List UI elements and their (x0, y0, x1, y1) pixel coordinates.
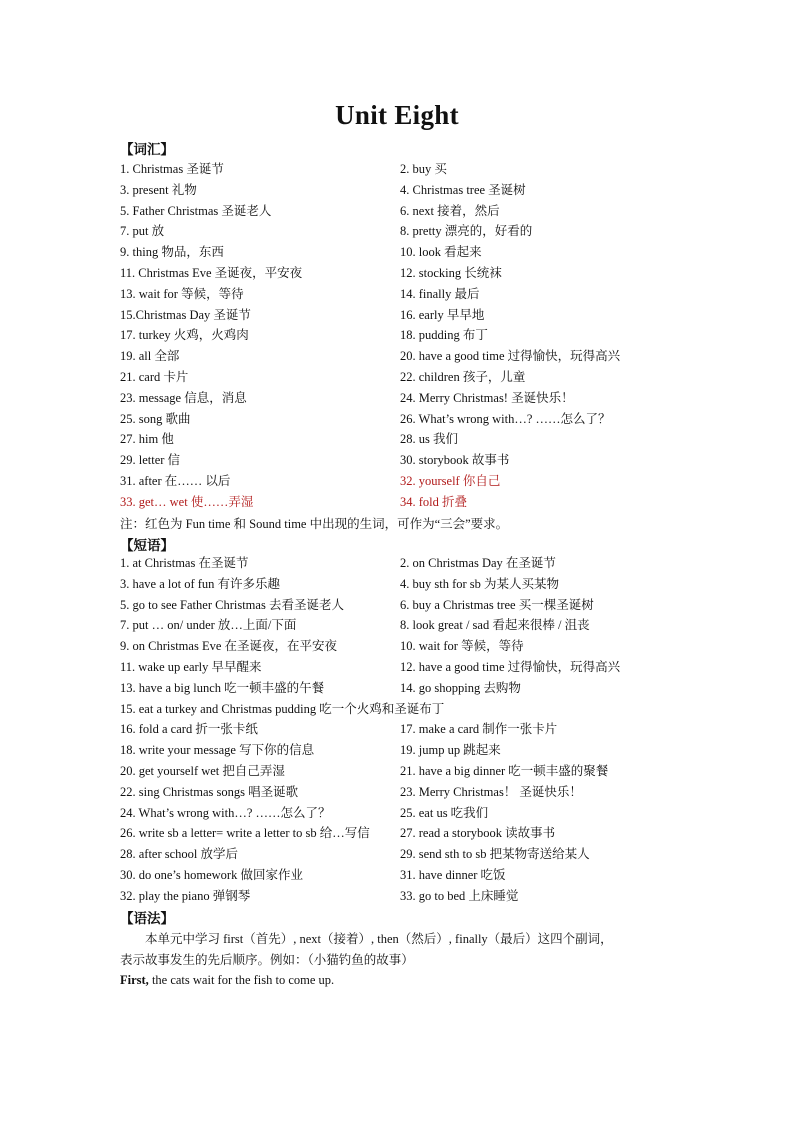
phrase-item: 2. on Christmas Day 在圣诞节 (400, 556, 556, 570)
phrase-item: 25. eat us 吃我们 (400, 805, 489, 820)
phrase-item-row (120, 553, 680, 574)
vocab-item-row (120, 409, 680, 430)
phrase-item: 14. go shopping 去购物 (400, 680, 521, 695)
vocab-item: 6. next 接着，然后 (400, 203, 500, 218)
phrase-item-row (120, 574, 680, 595)
vocab-item: 28. us 我们 (400, 432, 458, 447)
vocab-item: 7. put 放 (120, 224, 165, 239)
phrase-item: 4. buy sth for sb 为某人买某物 (400, 576, 560, 591)
grammar-line-1: 本单元中学习 first（首先）, next（接着）, then（然后）, finally（最后）这四个副词， (145, 932, 613, 946)
phrase-item: 3. have a lot of fun 有许多乐趣 (120, 576, 281, 591)
grammar-paragraph (120, 929, 680, 991)
vocab-item-row (120, 201, 680, 222)
vocab-item: 32. yourself 你自己 (400, 473, 501, 488)
phrase-item: 1. at Christmas 在圣诞节 (120, 556, 249, 570)
vocab-item-row (120, 346, 680, 367)
vocab-item: 22. children 孩子，儿童 (400, 369, 526, 384)
vocab-item: 23. message 信息，消息 (120, 390, 247, 405)
phrase-item: 26. write sb a letter= write a letter to sb 给…写信 (120, 826, 370, 841)
phrase-item: 24. What’s wrong with…? ……怎么了？ (120, 805, 331, 820)
vocab-item-row (120, 367, 680, 388)
vocab-item: 17. turkey 火鸡，火鸡肉 (120, 328, 249, 343)
grammar-line-2: 表示故事发生的先后顺序。例如：（小猫钓鱼的故事） (120, 952, 414, 967)
phrase-item: 11. wake up early 早早醒来 (120, 659, 262, 674)
vocab-list (120, 159, 680, 513)
vocab-item: 3. present 礼物 (120, 182, 197, 197)
vocab-item: 5. Father Christmas 圣诞老人 (120, 203, 272, 218)
vocab-item-row (120, 388, 680, 409)
vocab-item: 33. get… wet 使……弄湿 (120, 494, 254, 509)
phrase-item-row (120, 740, 680, 761)
vocab-item-row (120, 305, 680, 326)
phrase-item-row (120, 865, 680, 886)
page-title: Unit Eight (335, 100, 459, 130)
phrase-item: 29. send sth to sb 把某物寄送给某人 (400, 847, 590, 862)
phrase-item: 22. sing Christmas songs 唱圣诞歌 (120, 784, 299, 799)
note-text: 注：红色为 Fun time 和 Sound time 中出现的生词，可作为“三会”要求。 (120, 517, 509, 531)
phrase-item: 16. fold a card 折一张卡纸 (120, 722, 258, 737)
vocab-item: 31. after 在…… 以后 (120, 473, 231, 488)
phrase-item: 15. eat a turkey and Christmas pudding 吃一个火鸡和圣诞布丁 (120, 701, 445, 716)
vocab-item-row (120, 450, 680, 471)
vocab-item-row (120, 221, 680, 242)
phrase-item: 20. get yourself wet 把自己弄湿 (120, 763, 285, 778)
phrase-item-row (120, 782, 680, 803)
vocab-item-row (120, 471, 680, 492)
phrase-item: 23. Merry Christmas！ 圣诞快乐！ (400, 784, 582, 799)
phrase-item: 28. after school 放学后 (120, 847, 239, 862)
vocab-item: 1. Christmas 圣诞节 (120, 162, 224, 176)
phrase-item: 9. on Christmas Eve 在圣诞夜，在平安夜 (120, 639, 338, 654)
phrase-item: 21. have a big dinner 吃一顿丰盛的聚餐 (400, 763, 609, 778)
vocab-item: 34. fold 折叠 (400, 494, 468, 509)
phrase-item-row (120, 761, 680, 782)
vocab-item: 10. look 看起来 (400, 245, 482, 260)
phrase-item-row (120, 615, 680, 636)
phrase-item: 12. have a good time 过得愉快，玩得高兴 (400, 659, 621, 674)
phrase-item: 17. make a card 制作一张卡片 (400, 722, 558, 737)
grammar-example (120, 970, 680, 991)
vocab-item: 4. Christmas tree 圣诞树 (400, 182, 526, 197)
vocab-item: 9. thing 物品，东西 (120, 245, 224, 260)
vocab-item-row (120, 492, 680, 513)
phrase-item-row (120, 657, 680, 678)
phrase-item-row (120, 844, 680, 865)
vocab-item-row (120, 180, 680, 201)
phrase-item-row (120, 699, 680, 720)
phrase-item-row (120, 886, 680, 907)
phrase-list (120, 553, 680, 907)
vocab-item: 16. early 早早地 (400, 307, 485, 322)
phrase-item: 30. do one’s homework 做回家作业 (120, 867, 303, 882)
phrase-item: 31. have dinner 吃饭 (400, 867, 506, 882)
vocab-item: 29. letter 信 (120, 453, 181, 468)
vocab-item: 11. Christmas Eve 圣诞夜，平安夜 (120, 265, 303, 280)
vocab-item: 26. What’s wrong with…? ……怎么了？ (400, 411, 611, 426)
vocab-item: 2. buy 买 (400, 162, 447, 176)
section-heading-vocab: 【词汇】 (120, 142, 174, 157)
phrase-item: 8. look great / sad 看起来很棒 / 沮丧 (400, 618, 590, 633)
vocab-item: 14. finally 最后 (400, 286, 480, 301)
phrase-item-row (120, 595, 680, 616)
grammar-example-bold: First, (120, 973, 149, 987)
phrase-item: 5. go to see Father Christmas 去看圣诞老人 (120, 597, 344, 612)
vocab-item-row (120, 159, 680, 180)
phrase-item: 6. buy a Christmas tree 买一棵圣诞树 (400, 597, 594, 612)
phrase-item: 33. go to bed 上床睡觉 (400, 888, 519, 903)
vocab-item-row (120, 325, 680, 346)
phrase-item-row (120, 719, 680, 740)
vocab-item: 15.Christmas Day 圣诞节 (120, 307, 251, 322)
phrase-item: 13. have a big lunch 吃一顿丰盛的午餐 (120, 680, 325, 695)
phrase-item-row (120, 803, 680, 824)
phrase-item-row (120, 823, 680, 844)
vocab-item: 13. wait for 等候，等待 (120, 286, 244, 301)
vocab-item: 24. Merry Christmas! 圣诞快乐！ (400, 390, 574, 405)
phrase-item: 19. jump up 跳起来 (400, 743, 501, 758)
vocab-item: 27. him 他 (120, 432, 174, 447)
vocab-item: 25. song 歌曲 (120, 411, 191, 426)
vocab-item: 20. have a good time 过得愉快，玩得高兴 (400, 349, 621, 364)
grammar-example-rest: the cats wait for the fish to come up. (148, 973, 335, 987)
vocab-item-row (120, 429, 680, 450)
vocab-item-row (120, 284, 680, 305)
phrase-item: 10. wait for 等候，等待 (400, 639, 524, 654)
section-heading-grammar: 【语法】 (120, 911, 174, 926)
vocab-item: 8. pretty 漂亮的，好看的 (400, 224, 533, 239)
vocab-item-row (120, 242, 680, 263)
vocab-item: 18. pudding 布丁 (400, 328, 488, 343)
vocab-item-row (120, 263, 680, 284)
vocab-item: 30. storybook 故事书 (400, 453, 510, 468)
phrase-item: 18. write your message 写下你的信息 (120, 743, 315, 758)
phrase-item: 27. read a storybook 读故事书 (400, 826, 556, 841)
phrase-item: 7. put … on/ under 放…上面/下面 (120, 618, 297, 633)
vocab-item: 21. card 卡片 (120, 369, 189, 384)
vocab-item: 12. stocking 长统袜 (400, 265, 502, 280)
phrase-item: 32. play the piano 弹钢琴 (120, 888, 251, 903)
phrase-item-row (120, 678, 680, 699)
section-heading-phrases: 【短语】 (120, 538, 174, 553)
phrase-item-row (120, 636, 680, 657)
vocab-item: 19. all 全部 (120, 349, 180, 364)
